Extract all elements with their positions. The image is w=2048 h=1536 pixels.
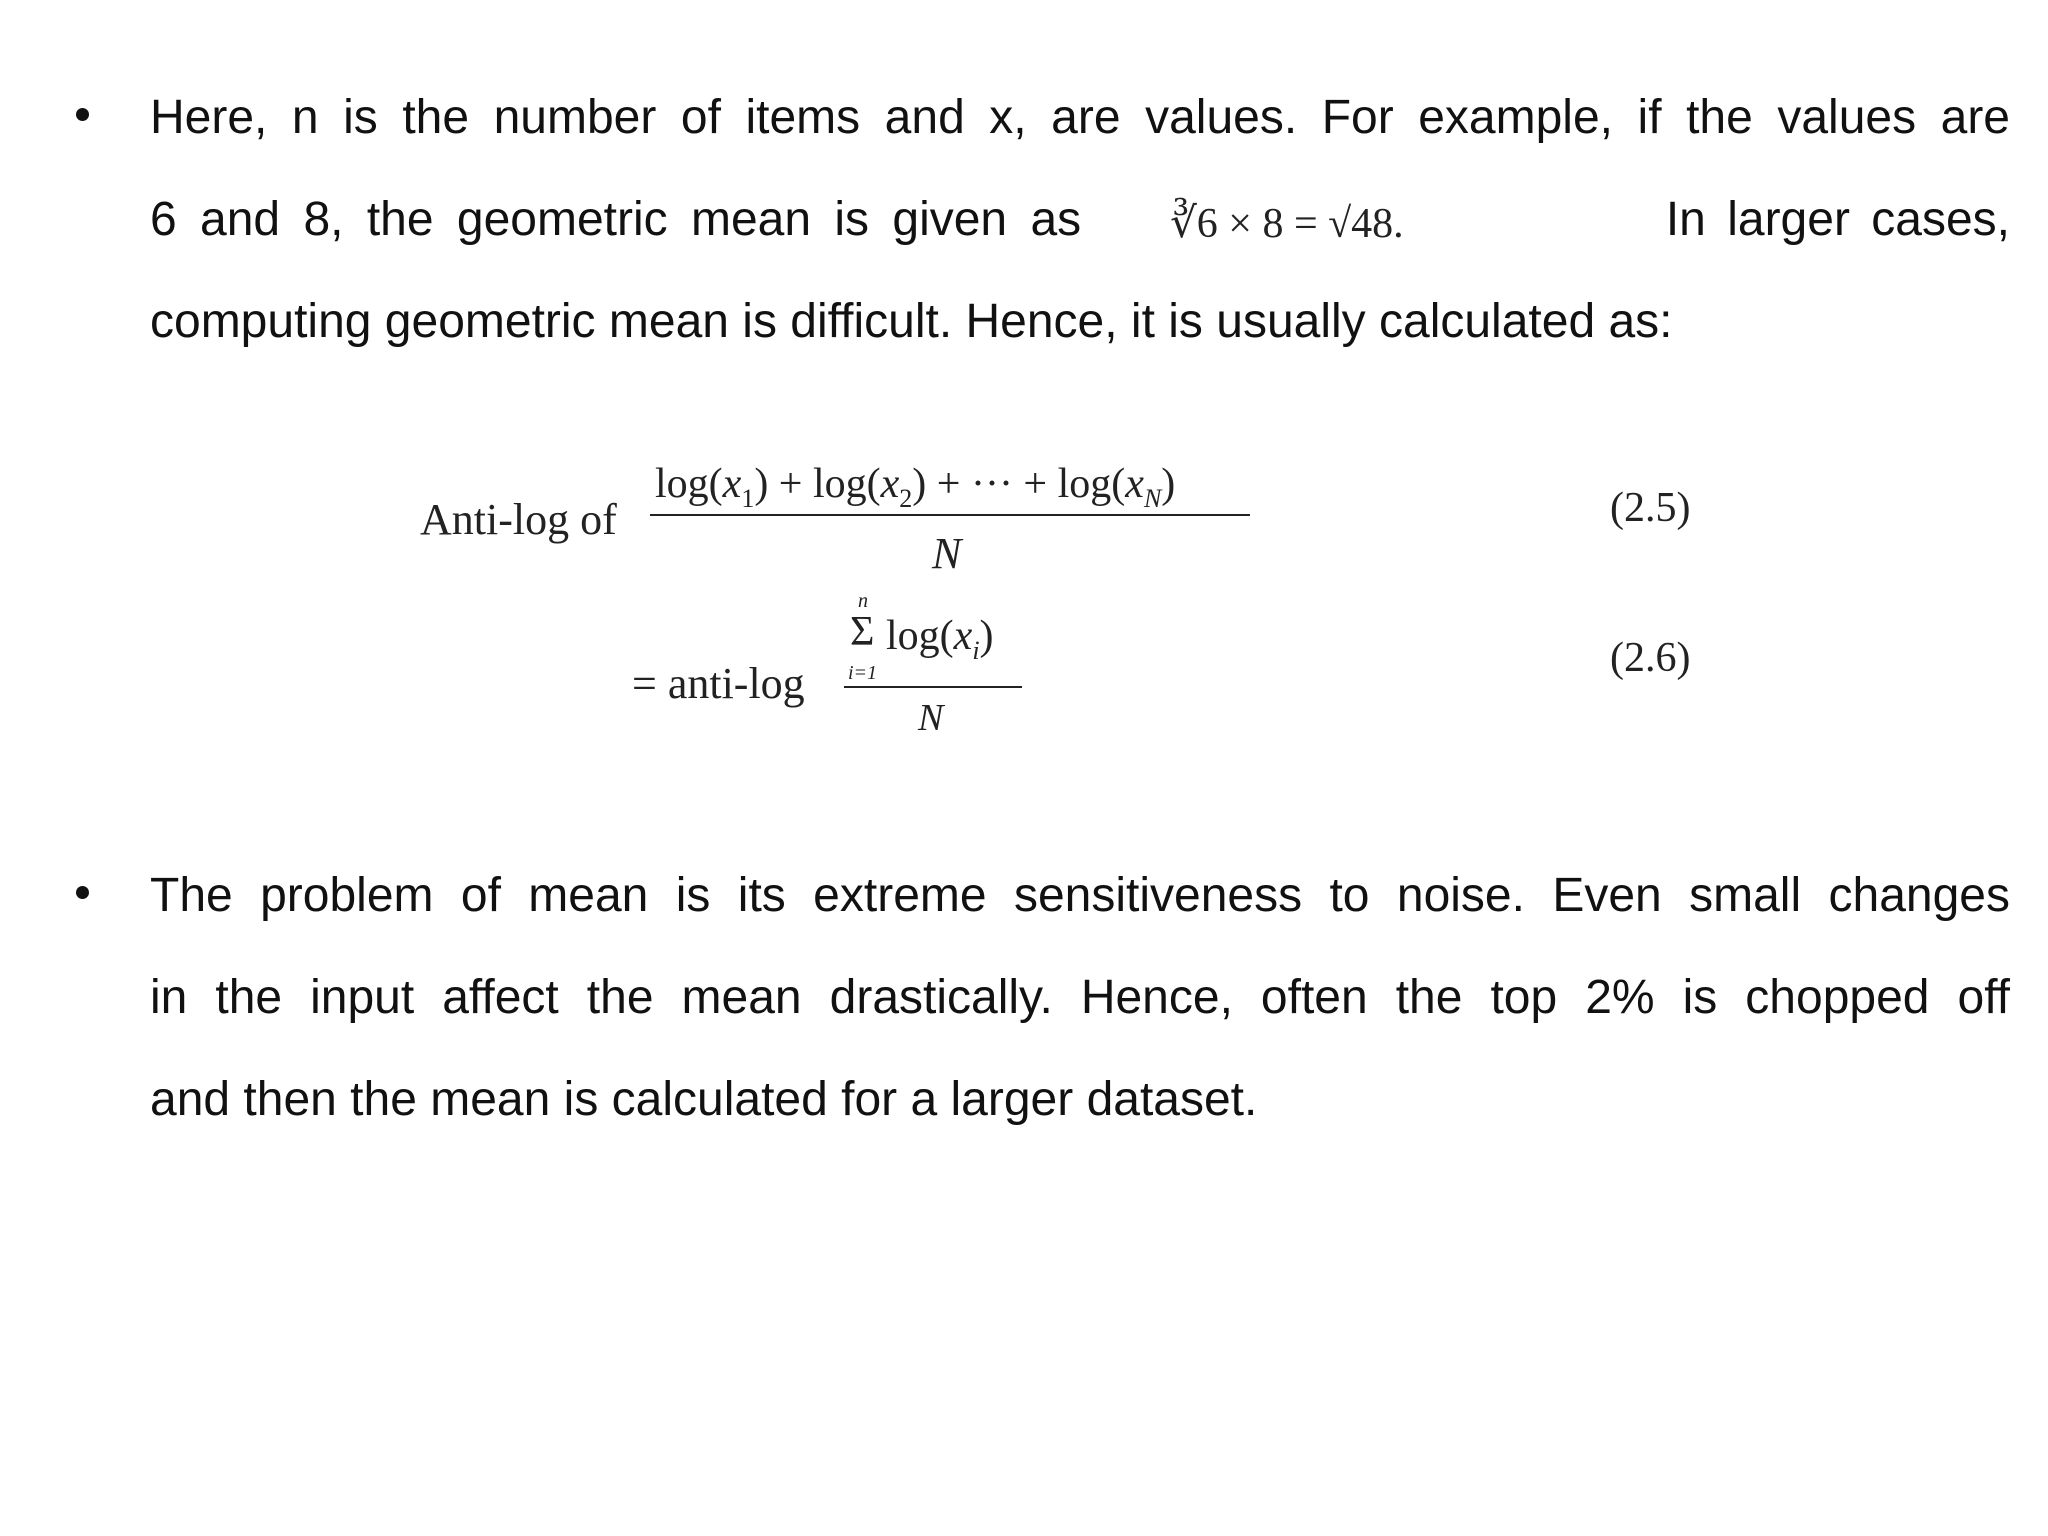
bullet-2-line-2: in the input affect the mean drastically. Hence, often the top 2% is chopped off	[150, 971, 2010, 1024]
sum-lower-limit: i=1	[848, 662, 878, 684]
equation-2-5-number: (2.5)	[1610, 485, 1691, 531]
bullet-2-line-3: and then the mean is calculated for a larger dataset.	[150, 1073, 1258, 1126]
bullet-2-line-1: The problem of mean is its extreme sensitiveness to noise. Even small changes	[150, 869, 2010, 922]
equation-2-6-lead: = anti-log	[632, 659, 805, 708]
equation-2-5-lead: Anti-log of	[420, 495, 617, 544]
equation-2-6-fraction-bar	[844, 686, 1022, 688]
equation-2-6-number: (2.6)	[1610, 635, 1691, 681]
sum-symbol: Σ	[850, 609, 875, 655]
bullet-1-line-2-left: 6 and 8, the geometric mean is given as	[150, 193, 1082, 246]
equation-2-5-denominator: N	[932, 529, 962, 578]
bullet-1-line-1: Here, n is the number of items and x, are values. For example, if the values are	[150, 91, 2010, 144]
bullet-1-line-2-right: In larger cases,	[1665, 193, 2010, 246]
equation-2-5-fraction-bar	[650, 514, 1250, 516]
sum-upper-limit: n	[858, 590, 868, 612]
inline-geometric-mean-formula: ∛6 × 8 = √48.	[1170, 201, 1404, 247]
equation-2-6-numerator: $\log(x_i)$	[886, 613, 994, 665]
bullet-dot-2	[76, 886, 89, 899]
equation-2-6-denominator: N	[918, 697, 944, 739]
equation-2-5-numerator: $\log(x_1) + \log(x_2)$ + ··· + $\log(x_N)$	[655, 461, 1176, 513]
bullet-1-line-3: computing geometric mean is difficult. Hence, it is usually calculated as:	[150, 295, 1673, 348]
bullet-dot-1	[76, 108, 89, 121]
